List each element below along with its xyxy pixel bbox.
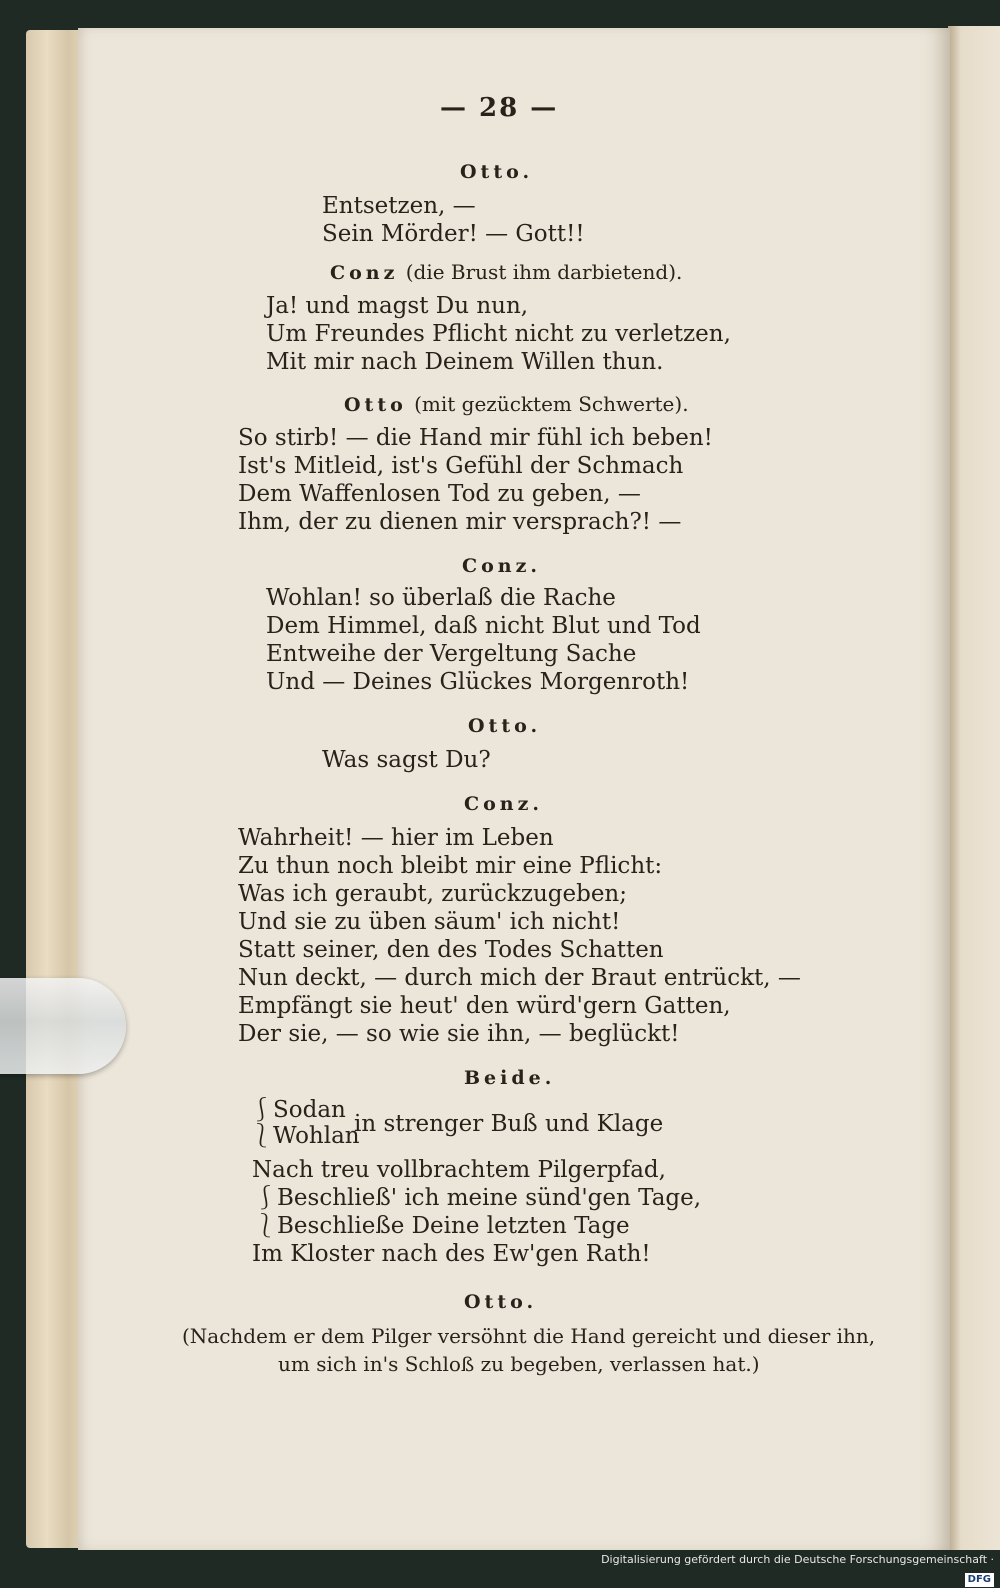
- digitization-footer: [600, 1550, 1000, 1585]
- verse-line: Und — Deines Glückes Morgenroth!: [266, 669, 690, 695]
- brace-option: ⎱Wohlan: [250, 1123, 360, 1149]
- stage-direction: (Nachdem er dem Pilger versöhnt die Hand gereicht und dieser ihn,: [182, 1324, 876, 1348]
- verse-line: Um Freundes Pflicht nicht zu verletzen,: [266, 321, 731, 347]
- speaker-line: [330, 258, 682, 287]
- verse-line: So stirb! — die Hand mir fühl ich beben!: [238, 425, 713, 451]
- verse-line: Ihm, der zu dienen mir versprach?! —: [238, 509, 682, 535]
- verse-line: Wahrheit! — hier im Leben: [238, 825, 554, 851]
- page-number: — 28 —: [440, 93, 559, 123]
- verse-line: Entsetzen, —: [322, 193, 476, 219]
- verse-line: Nach treu vollbrachtem Pilgerpfad,: [252, 1157, 666, 1183]
- verse-line: Ja! und magst Du nun,: [266, 293, 529, 319]
- verse-line: Ist's Mitleid, ist's Gefühl der Schmach: [238, 453, 684, 479]
- speaker-name: Otto.: [464, 1291, 538, 1313]
- facing-page-edge: [948, 26, 1000, 1550]
- verse-line: Dem Waffenlosen Tod zu geben, —: [238, 481, 641, 507]
- speaker-name: Conz.: [464, 793, 544, 815]
- stage-direction: (die Brust ihm darbietend).: [405, 260, 683, 284]
- verse-line: Entweihe der Vergeltung Sache: [266, 641, 637, 667]
- brace-line-text: Beschließe Deine letzten Tage: [277, 1213, 630, 1239]
- speaker-name: Beide.: [464, 1067, 556, 1089]
- brace-option-text: Sodan: [273, 1097, 346, 1123]
- brace-line: ⎱Beschließe Deine letzten Tage: [254, 1213, 630, 1239]
- dfg-logo-icon: DFG: [965, 1573, 994, 1587]
- verse-line: Dem Himmel, daß nicht Blut und Tod: [266, 613, 701, 639]
- verse-line: Sein Mörder! — Gott!!: [322, 221, 585, 247]
- verse-line: Was ich geraubt, zurückzugeben;: [238, 881, 627, 907]
- brace-option: ⎰Sodan: [250, 1097, 346, 1123]
- bookmark-clip: [0, 978, 126, 1074]
- verse-line: Mit mir nach Deinem Willen thun.: [266, 349, 664, 375]
- stage-direction: um sich in's Schloß zu begeben, verlassen hat.): [278, 1352, 760, 1376]
- verse-line: Im Kloster nach des Ew'gen Rath!: [252, 1241, 651, 1267]
- speaker-line: [344, 390, 689, 419]
- verse-line: Statt seiner, den des Todes Schatten: [238, 937, 664, 963]
- speaker-name: Otto.: [460, 161, 534, 183]
- speaker-name: Otto.: [468, 715, 542, 737]
- verse-line: Wohlan! so überlaß die Rache: [266, 585, 616, 611]
- brace-option-text: Wohlan: [273, 1123, 360, 1149]
- verse-line: Und sie zu üben säum' ich nicht!: [238, 909, 621, 935]
- brace-line: ⎰Beschließ' ich meine sünd'gen Tage,: [254, 1185, 702, 1211]
- verse-line: Empfängt sie heut' den würd'gern Gatten,: [238, 993, 731, 1019]
- verse-line: Nun deckt, — durch mich der Braut entrückt, —: [238, 965, 801, 991]
- verse-line: in strenger Buß und Klage: [354, 1111, 664, 1137]
- verse-line: Was sagst Du?: [322, 747, 491, 773]
- footer-text: Digitalisierung gefördert durch die Deutsche Forschungsgemeinschaft ·: [601, 1553, 994, 1566]
- book-page: [78, 28, 950, 1550]
- stage-direction: (mit gezücktem Schwerte).: [414, 392, 689, 416]
- speaker-name: Otto: [344, 394, 407, 416]
- verse-line: Der sie, — so wie sie ihn, — beglückt!: [238, 1021, 680, 1047]
- brace-line-text: Beschließ' ich meine sünd'gen Tage,: [277, 1185, 702, 1211]
- speaker-name: Conz: [330, 262, 399, 284]
- speaker-name: Conz.: [462, 555, 542, 577]
- verse-line: Zu thun noch bleibt mir eine Pflicht:: [238, 853, 663, 879]
